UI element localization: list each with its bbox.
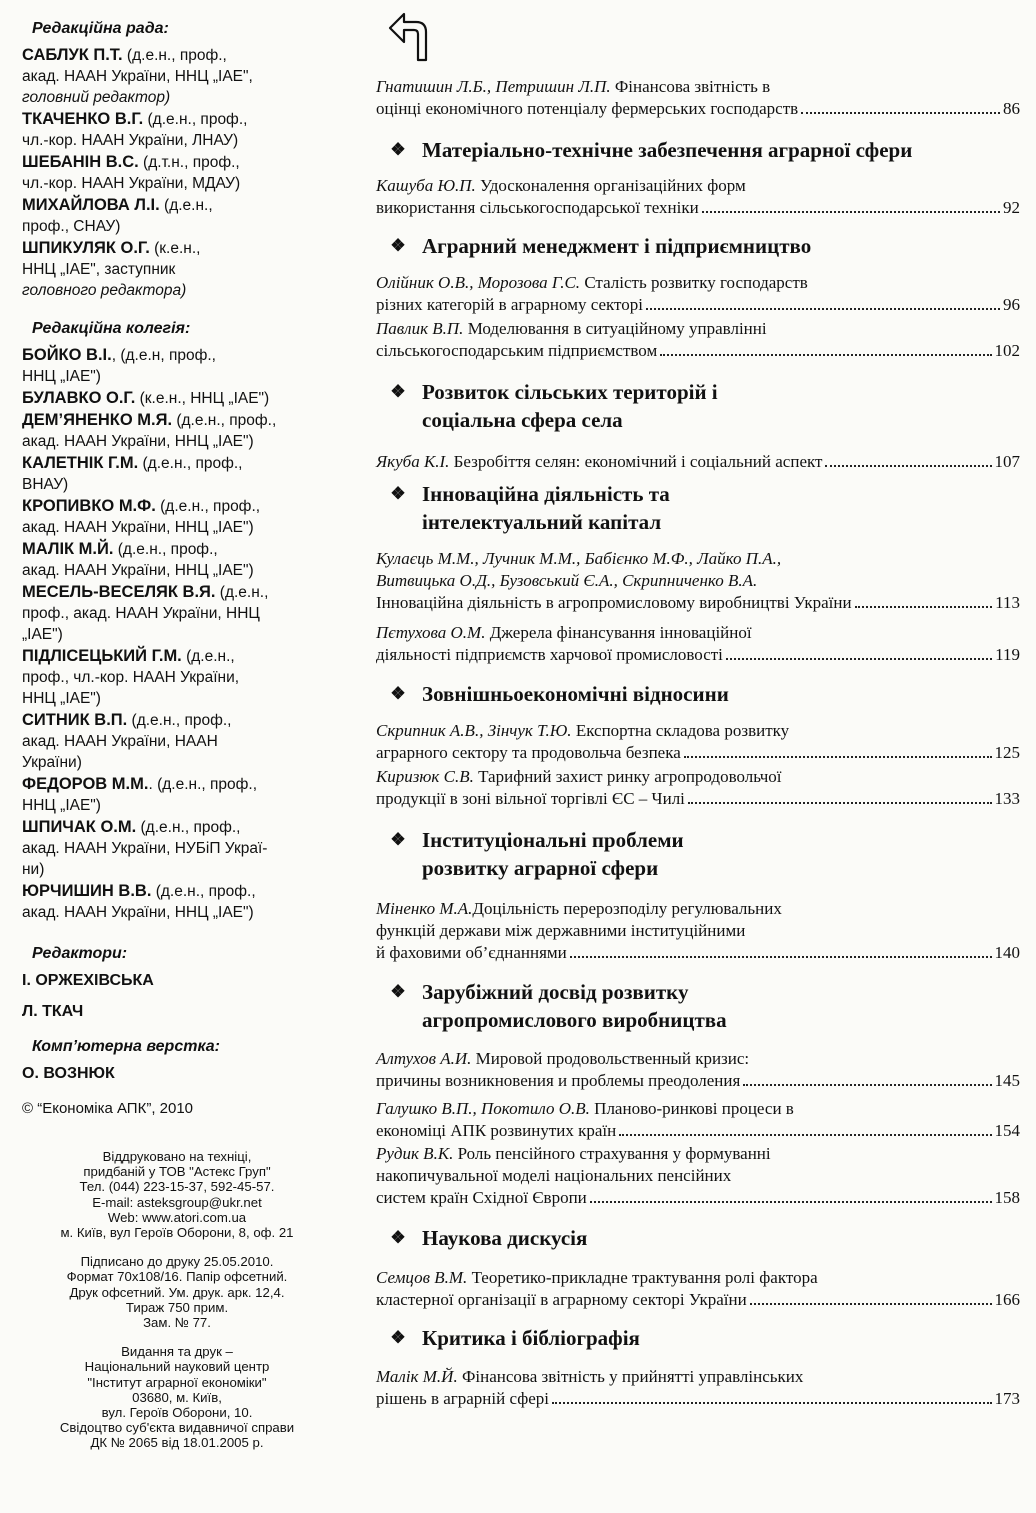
entry-title-text: Сталість розвитку господарств bbox=[580, 273, 808, 292]
person-line bbox=[22, 388, 342, 409]
person-line bbox=[22, 539, 342, 560]
section-title bbox=[370, 136, 912, 164]
person-credentials: , (д.е.н, проф., bbox=[111, 347, 216, 364]
entry-title-text: Доцільність перерозподілу регулювальних bbox=[472, 899, 782, 918]
entry-last-line bbox=[376, 644, 1020, 666]
section-title-line: Зовнішньоекономічні відносини bbox=[422, 682, 729, 706]
person-credentials: ННЦ „ІАЕ") bbox=[22, 797, 101, 814]
person-entry bbox=[22, 152, 342, 194]
section-title-text bbox=[422, 378, 718, 434]
entry-line bbox=[376, 1143, 1020, 1165]
entry-line bbox=[376, 766, 1020, 788]
person-entry bbox=[22, 109, 342, 151]
section-heading bbox=[370, 1324, 640, 1352]
person-credentials: (д.е.н., проф., bbox=[151, 883, 256, 900]
person-credentials: (д.е.н., bbox=[159, 197, 213, 214]
person-name: ТКАЧЕНКО В.Г. bbox=[22, 110, 144, 128]
entry-last-line bbox=[376, 340, 1020, 362]
person-name: КАЛЕТНІК Г.М. bbox=[22, 454, 139, 472]
person-line bbox=[22, 410, 342, 431]
entry-authors: Галушко В.П., Покотило О.В. bbox=[376, 1099, 590, 1118]
person-credentials: (д.е.н., проф., bbox=[122, 47, 227, 64]
toc-entry bbox=[376, 76, 1020, 120]
person-entry bbox=[22, 710, 342, 773]
person-credentials: „ІАЕ") bbox=[22, 626, 63, 643]
section-title-line: Інноваційна діяльність та bbox=[422, 482, 670, 506]
person-name: ДЕМ’ЯНЕНКО М.Я. bbox=[22, 411, 173, 429]
toc-entry bbox=[376, 1267, 1020, 1311]
entry-authors: Олійник О.В., Морозова Г.С. bbox=[376, 273, 581, 292]
person-name: ФЕДОРОВ М.М. bbox=[22, 775, 149, 793]
entry-authors: Гнатишин Л.Б., Петришин Л.П. bbox=[376, 77, 611, 96]
entry-title-text: економіці АПК розвинутих країн bbox=[376, 1121, 617, 1140]
dot-leader bbox=[646, 308, 1000, 310]
person-credentials: ННЦ „ІАЕ") bbox=[22, 368, 101, 385]
person-entry bbox=[22, 496, 342, 538]
person-credentials: акад. НААН України, ННЦ „ІАЕ") bbox=[22, 433, 254, 450]
info-line: Тел. (044) 223-15-37, 592-45-57. bbox=[79, 1179, 275, 1195]
entry-line bbox=[376, 175, 1020, 197]
section-title bbox=[370, 378, 718, 434]
entry-authors: Малік М.Й. bbox=[376, 1367, 458, 1386]
person-credentials: (д.е.н., проф., bbox=[113, 541, 218, 558]
person-credentials: (д.е.н., bbox=[181, 648, 235, 665]
section-title-text bbox=[422, 680, 729, 708]
person-role: головний редактор) bbox=[22, 89, 171, 106]
layout-heading: Комп’ютерна верстка: bbox=[32, 1038, 220, 1055]
toc-entry bbox=[376, 1048, 1020, 1092]
entry-last-line bbox=[376, 1120, 1020, 1142]
info-line: придбаній у ТОВ "Астекс Груп" bbox=[83, 1164, 271, 1180]
entry-title-text: причины возникновения и проблемы преодоления bbox=[376, 1071, 741, 1090]
entry-title-text: систем країн Східної Європи bbox=[376, 1188, 587, 1207]
entry-line bbox=[376, 920, 1020, 942]
person-credentials: (д.е.н., проф., bbox=[127, 712, 232, 729]
section-title-line: Матеріально-технічне забезпечення аграрної сфери bbox=[422, 138, 913, 162]
entry-line bbox=[376, 720, 1020, 742]
entry-line bbox=[376, 1098, 1020, 1120]
section-heading bbox=[370, 232, 811, 260]
dot-leader bbox=[743, 1084, 991, 1086]
person-line bbox=[22, 582, 342, 603]
entry-title-text: аграрного сектору та продовольча безпека bbox=[376, 743, 681, 762]
entry-title-text: діяльності підприємств харчової промисловості bbox=[376, 645, 723, 664]
person-line bbox=[22, 646, 342, 667]
section-heading bbox=[370, 480, 670, 536]
person-entry bbox=[22, 388, 342, 409]
info-line: Національний науковий центр bbox=[84, 1359, 270, 1375]
info-line: м. Київ, вул Героїв Оборони, 8, оф. 21 bbox=[60, 1225, 294, 1241]
entry-last-line bbox=[376, 942, 1020, 964]
entry-authors: Семцов В.М. bbox=[376, 1268, 468, 1287]
person-credentials: (д.е.н., проф., bbox=[143, 111, 248, 128]
dot-leader bbox=[855, 606, 993, 608]
entry-title-text: Тарифний захист ринку агропродовольчої bbox=[473, 767, 782, 786]
entry-last-line bbox=[376, 451, 1020, 473]
entry-title-text: Моделювання в ситуаційному управлінні bbox=[463, 319, 767, 338]
person-line bbox=[22, 152, 342, 173]
entry-title-text: оцінці економічного потенціалу фермерських господарств bbox=[376, 99, 799, 118]
section-title bbox=[370, 232, 811, 260]
person-line bbox=[22, 45, 342, 66]
entry-authors: Киризюк С.В. bbox=[376, 767, 474, 786]
dot-leader bbox=[750, 1303, 992, 1305]
dot-leader bbox=[590, 1201, 992, 1203]
section-title-text bbox=[422, 1224, 587, 1252]
printing-info bbox=[22, 1149, 342, 1240]
person-credentials bbox=[22, 280, 342, 301]
info-line: Підписано до друку 25.05.2010. bbox=[80, 1254, 274, 1270]
person-line bbox=[22, 496, 342, 517]
page-number: 96 bbox=[1003, 295, 1020, 314]
entry-authors: Кашуба Ю.П. bbox=[376, 176, 476, 195]
section-heading bbox=[370, 378, 718, 434]
person-line bbox=[22, 345, 342, 366]
toc-entry bbox=[376, 451, 1020, 473]
person-credentials: проф., СНАУ) bbox=[22, 218, 121, 235]
entry-title-text: Теоретико-прикладне трактування ролі фактора bbox=[467, 1268, 818, 1287]
info-line: вул. Героїв Оборони, 10. bbox=[101, 1405, 253, 1421]
info-line: Друк офсетний. Ум. друк. арк. 12,4. bbox=[69, 1284, 285, 1300]
person-credentials: акад. НААН України, ННЦ „ІАЕ") bbox=[22, 904, 254, 921]
entry-last-line bbox=[376, 98, 1020, 120]
toc-entry bbox=[376, 318, 1020, 362]
layout-person: О. ВОЗНЮК bbox=[22, 1065, 115, 1082]
toc-entry bbox=[376, 1143, 1020, 1209]
board-heading: Редакційна рада: bbox=[32, 20, 169, 37]
page-number: 173 bbox=[994, 1389, 1020, 1408]
entry-title-text: кластерної організації в аграрному секторі України bbox=[376, 1290, 747, 1309]
person-name: ШПИЧАК О.М. bbox=[22, 818, 137, 836]
diamond-bullet-icon: ❖ bbox=[390, 484, 406, 503]
entry-authors: Витвицька О.Д., Бузовський Є.А., Скрипниченко В.А. bbox=[376, 571, 758, 590]
person-line bbox=[22, 881, 342, 902]
publisher-info bbox=[22, 1344, 342, 1450]
section-title bbox=[370, 1324, 640, 1352]
editor-name: Л. ТКАЧ bbox=[22, 1003, 84, 1020]
section-title bbox=[370, 680, 729, 708]
diamond-bullet-icon: ❖ bbox=[390, 684, 406, 703]
entry-title-text: Джерела фінансування інноваційної bbox=[485, 623, 752, 642]
diamond-bullet-icon: ❖ bbox=[390, 236, 406, 255]
section-title-text bbox=[422, 480, 670, 536]
section-heading bbox=[370, 1224, 587, 1252]
section-title-line: Аграрний менеджмент і підприємництво bbox=[422, 234, 812, 258]
entry-title-text: функцій держави між державними інституційними bbox=[376, 921, 746, 940]
entry-line bbox=[376, 76, 1020, 98]
entry-line bbox=[376, 1366, 1020, 1388]
entry-last-line bbox=[376, 294, 1020, 316]
person-credentials: (д.е.н., проф., bbox=[136, 819, 241, 836]
info-line: Видання та друк – bbox=[121, 1344, 233, 1360]
entry-last-line bbox=[376, 1187, 1020, 1209]
section-title-line: Розвиток сільських територій і bbox=[422, 380, 718, 404]
entry-line bbox=[376, 548, 1020, 570]
page-number: 154 bbox=[994, 1121, 1020, 1140]
page-number: 92 bbox=[1003, 198, 1020, 217]
person-name: САБЛУК П.Т. bbox=[22, 46, 123, 64]
toc-entry bbox=[376, 720, 1020, 764]
diamond-bullet-icon: ❖ bbox=[390, 982, 406, 1001]
dot-leader bbox=[726, 658, 992, 660]
toc-entry bbox=[376, 1098, 1020, 1142]
diamond-bullet-icon: ❖ bbox=[390, 830, 406, 849]
page-number: 140 bbox=[994, 943, 1020, 962]
person-credentials: . (д.е.н., проф., bbox=[148, 776, 257, 793]
entry-title-text: Фінансова звітність у прийнятті управлінських bbox=[457, 1367, 804, 1386]
info-line: Свідоцтво суб'єкта видавничої справи bbox=[59, 1420, 295, 1436]
person-credentials: України) bbox=[22, 754, 82, 771]
person-credentials: чл.-кор. НААН України, ЛНАУ) bbox=[22, 132, 239, 149]
person-line bbox=[22, 817, 342, 838]
person-name: МАЛІК М.Й. bbox=[22, 540, 114, 558]
section-title-line: Інституціональні проблеми bbox=[422, 828, 684, 852]
entry-last-line bbox=[376, 1070, 1020, 1092]
entry-title-text: Експортна складова розвитку bbox=[571, 721, 790, 740]
section-title-line: агропромислового виробництва bbox=[422, 1008, 727, 1032]
person-credentials: (к.е.н., bbox=[149, 240, 201, 257]
entry-authors: Рудик В.К. bbox=[376, 1144, 454, 1163]
entry-last-line bbox=[376, 1388, 1020, 1410]
section-title-text bbox=[422, 826, 684, 882]
info-line: ДК № 2065 від 18.01.2005 р. bbox=[90, 1435, 264, 1451]
info-line: E-mail: asteksgroup@ukr.net bbox=[92, 1194, 262, 1210]
info-line: Віддруковано на техніці, bbox=[102, 1149, 252, 1164]
entry-last-line bbox=[376, 742, 1020, 764]
entry-last-line bbox=[376, 788, 1020, 810]
entry-line bbox=[376, 318, 1020, 340]
dot-leader bbox=[619, 1134, 991, 1136]
section-title-line: Зарубіжний досвід розвитку bbox=[422, 980, 689, 1004]
dot-leader bbox=[825, 465, 991, 467]
section-title-text bbox=[422, 1324, 640, 1352]
person-line bbox=[22, 109, 342, 130]
dot-leader bbox=[801, 112, 1000, 114]
entry-authors: Кулаєць М.М., Лучник М.М., Бабієнко М.Ф., Лайко П.А., bbox=[376, 549, 782, 568]
entry-authors: Якуба К.І. bbox=[376, 452, 450, 471]
entry-authors: Павлик В.П. bbox=[376, 319, 464, 338]
person-credentials: (д.е.н., проф., bbox=[172, 412, 277, 429]
college-heading: Редакційна колегія: bbox=[32, 320, 191, 337]
page-number: 119 bbox=[995, 645, 1020, 664]
person-entry bbox=[22, 817, 342, 880]
info-line: "Інститут аграрної економіки" bbox=[87, 1374, 267, 1390]
person-credentials: чл.-кор. НААН України, МДАУ) bbox=[22, 175, 241, 192]
entry-title-text: й фаховими об’єднаннями bbox=[376, 943, 567, 962]
page-number: 133 bbox=[994, 789, 1020, 808]
section-title-line: розвитку аграрної сфери bbox=[422, 856, 659, 880]
section-title-text bbox=[422, 978, 727, 1034]
section-heading bbox=[370, 136, 912, 164]
page-number: 125 bbox=[994, 743, 1020, 762]
person-credentials: проф., акад. НААН України, ННЦ bbox=[22, 605, 260, 622]
masthead bbox=[22, 18, 342, 1465]
copyright: © “Економіка АПК”, 2010 bbox=[22, 1100, 194, 1117]
toc-entry bbox=[376, 1366, 1020, 1410]
person-entry bbox=[22, 345, 342, 387]
person-name: БОЙКО В.І. bbox=[22, 346, 112, 364]
section-title bbox=[370, 978, 727, 1034]
page-number: 113 bbox=[995, 593, 1020, 612]
diamond-bullet-icon: ❖ bbox=[390, 1328, 406, 1347]
entry-title-text: Інноваційна діяльність в агропромисловому виробництві України bbox=[376, 593, 852, 612]
entry-title-text: Мировой продовольственный кризис: bbox=[471, 1049, 750, 1068]
info-line: Формат 70х108/16. Папір офсетний. bbox=[66, 1269, 288, 1285]
entry-line bbox=[376, 272, 1020, 294]
section-title bbox=[370, 826, 684, 882]
entry-authors: Міненко М.А. bbox=[376, 899, 473, 918]
entry-title-text: рішень в аграрній сфері bbox=[376, 1389, 550, 1408]
editorial-board-list bbox=[22, 45, 342, 301]
section-heading bbox=[370, 978, 727, 1034]
entry-title-text: Роль пенсійного страхування у формуванні bbox=[453, 1144, 771, 1163]
person-credentials: ни) bbox=[22, 861, 45, 878]
entry-title-text: сільськогосподарським підприємством bbox=[376, 341, 658, 360]
person-entry bbox=[22, 774, 342, 816]
page-number: 107 bbox=[994, 452, 1020, 471]
diamond-bullet-icon: ❖ bbox=[390, 1228, 406, 1247]
section-heading bbox=[370, 826, 684, 882]
person-credentials: (д.е.н., bbox=[215, 584, 269, 601]
signing-info bbox=[22, 1254, 342, 1330]
person-credentials: ВНАУ) bbox=[22, 476, 69, 493]
page-number: 158 bbox=[994, 1188, 1020, 1207]
toc-entry bbox=[376, 175, 1020, 219]
section-title-line: Наукова дискусія bbox=[422, 1226, 588, 1250]
diamond-bullet-icon: ❖ bbox=[390, 382, 406, 401]
entry-line bbox=[376, 570, 1020, 592]
editorial-college-list bbox=[22, 345, 342, 923]
page-number: 145 bbox=[994, 1071, 1020, 1090]
person-credentials: (д.т.н., проф., bbox=[138, 154, 240, 171]
page-number: 102 bbox=[994, 341, 1020, 360]
entry-line bbox=[376, 622, 1020, 644]
person-line bbox=[22, 774, 342, 795]
toc-entry bbox=[376, 272, 1020, 316]
person-credentials: (к.е.н., ННЦ „ІАЕ") bbox=[135, 390, 270, 407]
person-entry bbox=[22, 539, 342, 581]
entry-title-text: накопичувальної моделі національних пенсійних bbox=[376, 1166, 732, 1185]
person-name: ШПИКУЛЯК О.Г. bbox=[22, 239, 150, 257]
person-name: ЮРЧИШИН В.В. bbox=[22, 882, 152, 900]
person-credentials: акад. НААН України, НААН bbox=[22, 733, 218, 750]
dot-leader bbox=[660, 354, 991, 356]
entry-title-text: використання сільськогосподарської техніки bbox=[376, 198, 699, 217]
diamond-bullet-icon: ❖ bbox=[390, 140, 406, 159]
page-number: 86 bbox=[1003, 99, 1020, 118]
toc-entry bbox=[376, 898, 1020, 964]
person-entry bbox=[22, 582, 342, 645]
dot-leader bbox=[684, 756, 992, 758]
entry-line bbox=[376, 1165, 1020, 1187]
toc-entry bbox=[376, 548, 1020, 614]
info-line: Web: www.atori.com.ua bbox=[107, 1209, 247, 1225]
person-name: ПІДЛІСЕЦЬКИЙ Г.М. bbox=[22, 647, 182, 665]
entry-last-line bbox=[376, 197, 1020, 219]
person-credentials: (д.е.н., проф., bbox=[138, 455, 243, 472]
dot-leader bbox=[570, 956, 992, 958]
editor-name: І. ОРЖЕХІВСЬКА bbox=[22, 972, 154, 989]
info-line: Зам. № 77. bbox=[143, 1315, 211, 1331]
person-entry bbox=[22, 195, 342, 237]
person-credentials: акад. НААН України, НУБіП Украї- bbox=[22, 840, 268, 857]
person-credentials: акад. НААН України, ННЦ „ІАЕ", bbox=[22, 68, 253, 85]
section-title-line: інтелектуальний капітал bbox=[422, 510, 662, 534]
person-credentials: проф., чл.-кор. НААН України, bbox=[22, 669, 240, 686]
person-entry bbox=[22, 410, 342, 452]
person-entry bbox=[22, 881, 342, 923]
person-name: СИТНИК В.П. bbox=[22, 711, 128, 729]
section-title bbox=[370, 480, 670, 536]
info-line: 03680, м. Київ, bbox=[132, 1389, 222, 1405]
entry-line bbox=[376, 1267, 1020, 1289]
entry-authors: Пєтухова О.М. bbox=[376, 623, 486, 642]
entry-line bbox=[376, 1048, 1020, 1070]
person-name: КРОПИВКО М.Ф. bbox=[22, 497, 156, 515]
person-line bbox=[22, 195, 342, 216]
entry-authors: Скрипник А.В., Зінчук Т.Ю. bbox=[376, 721, 572, 740]
dot-leader bbox=[688, 802, 992, 804]
dot-leader bbox=[552, 1402, 991, 1404]
person-entry bbox=[22, 646, 342, 709]
entry-title-text: різних категорій в аграрному секторі bbox=[376, 295, 643, 314]
person-credentials: акад. НААН України, ННЦ „ІАЕ") bbox=[22, 562, 254, 579]
entry-title-text: Планово-ринкові процеси в bbox=[589, 1099, 794, 1118]
person-entry bbox=[22, 238, 342, 301]
person-name: МЕСЕЛЬ-ВЕСЕЛЯК В.Я. bbox=[22, 583, 216, 601]
person-name: БУЛАВКО О.Г. bbox=[22, 389, 136, 407]
entry-title-text: Удосконалення організаційних форм bbox=[475, 176, 746, 195]
person-name: ШЕБАНІН В.С. bbox=[22, 153, 139, 171]
info-line: Тираж 750 прим. bbox=[125, 1299, 229, 1315]
toc-entry bbox=[376, 766, 1020, 810]
section-title-text bbox=[422, 136, 912, 164]
person-credentials: ННЦ „ІАЕ", заступник bbox=[22, 261, 176, 278]
entry-last-line bbox=[376, 592, 1020, 614]
person-credentials: акад. НААН України, ННЦ „ІАЕ") bbox=[22, 519, 254, 536]
page-number: 166 bbox=[994, 1290, 1020, 1309]
section-title-text bbox=[422, 232, 811, 260]
entry-title-text: Якуба К.І. Безробіття селян: економічний і соціальний аспект bbox=[376, 452, 823, 471]
person-role: головного редактора) bbox=[22, 282, 187, 299]
person-line bbox=[22, 710, 342, 731]
entry-title-text: продукції в зоні вільної торгівлі ЄС – Чилі bbox=[376, 789, 685, 808]
entry-last-line bbox=[376, 1289, 1020, 1311]
person-name: МИХАЙЛОВА Л.І. bbox=[22, 196, 160, 214]
section-heading bbox=[370, 680, 729, 708]
person-credentials bbox=[22, 87, 342, 108]
section-title-line: соціальна сфера села bbox=[422, 408, 623, 432]
person-entry bbox=[22, 453, 342, 495]
section-title-line: Критика і бібліографія bbox=[422, 1326, 640, 1350]
person-entry bbox=[22, 45, 342, 108]
entry-authors: Алтухов А.И. bbox=[376, 1049, 472, 1068]
person-line bbox=[22, 238, 342, 259]
person-credentials: ННЦ „ІАЕ") bbox=[22, 690, 101, 707]
dot-leader bbox=[702, 211, 1000, 213]
section-title bbox=[370, 1224, 587, 1252]
back-arrow-icon[interactable] bbox=[386, 8, 430, 64]
person-credentials: (д.е.н., проф., bbox=[155, 498, 261, 515]
entry-title-text: Фінансова звітність в bbox=[610, 77, 771, 96]
entry-line bbox=[376, 898, 1020, 920]
person-line bbox=[22, 453, 342, 474]
editors-heading: Редактори: bbox=[32, 945, 128, 962]
toc-entry bbox=[376, 622, 1020, 666]
